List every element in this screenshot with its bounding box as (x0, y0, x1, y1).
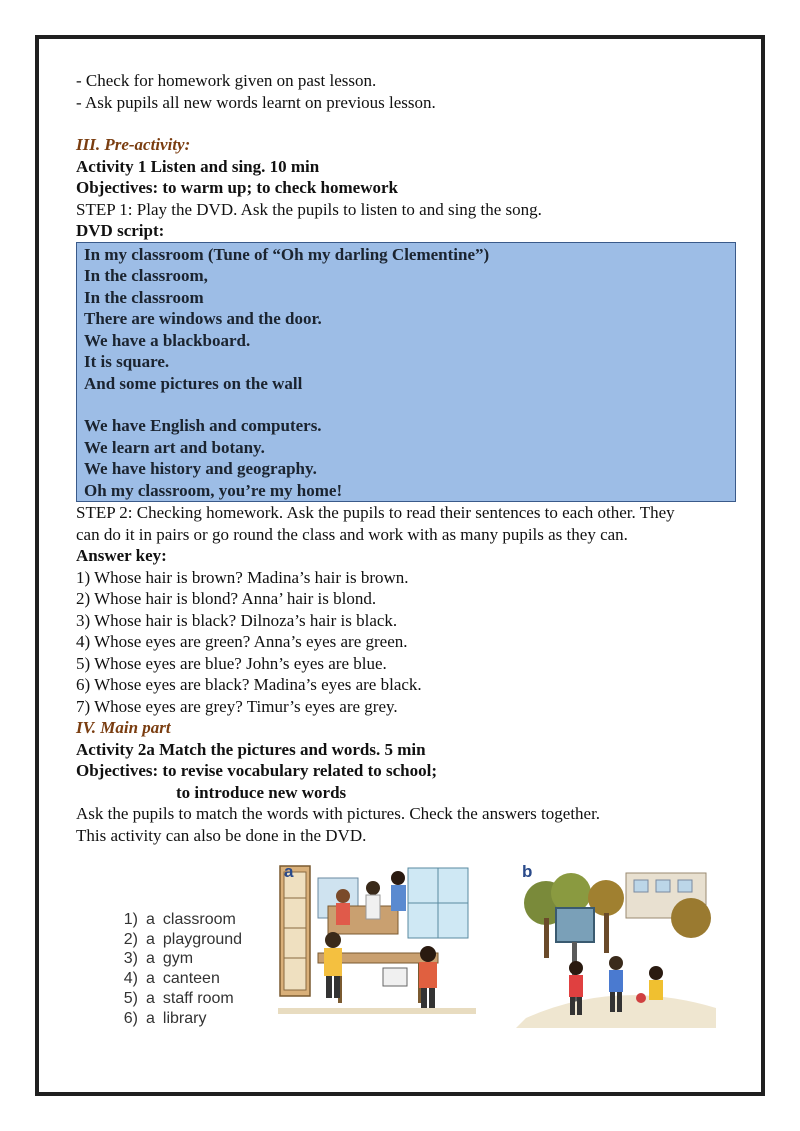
dvd-script-label: DVD script: (76, 221, 165, 240)
classroom-illustration (278, 858, 476, 1028)
activity-2a-objectives: to introduce new words (176, 782, 347, 802)
matching-exercise (76, 852, 756, 1032)
word-list-item: 2) a playground (123, 930, 243, 948)
answer-item: 7) Whose eyes are grey? Timur’s eyes are grey. (76, 696, 398, 716)
picture-b-label: b (522, 862, 533, 881)
picture-a-label: a (284, 862, 294, 881)
script-line: It is square. (84, 352, 170, 371)
word-list-item: 5) a staff room (123, 989, 234, 1007)
script-line: We learn art and botany. (84, 437, 265, 457)
playground-illustration (516, 858, 716, 1028)
answer-item: 4) Whose eyes are green? Anna’s eyes are green. (76, 632, 408, 651)
answer-item: 5) Whose eyes are blue? John’s eyes are blue. (76, 653, 387, 673)
activity-1-title: Activity 1 Listen and sing. 10 min (76, 156, 320, 176)
script-line: In the classroom (84, 287, 204, 307)
step-1-text: STEP 1: Play the DVD. Ask the pupils to listen to and sing the song. (76, 199, 542, 219)
word-list-item: 3) a gym (123, 950, 194, 968)
intro-line: - Ask pupils all new words learnt on previous lesson. (76, 92, 436, 112)
activity-2a-title: Activity 2a Match the pictures and words. 5 min (76, 739, 426, 759)
word-list (112, 910, 242, 1028)
answer-key-label: Answer key: (76, 546, 167, 565)
step-2-text: STEP 2: Checking homework. Ask the pupils to read their sentences to each other. They (76, 503, 675, 522)
answer-item: 3) Whose hair is black? Dilnoza’s hair is black. (76, 610, 398, 630)
activity-2a-instruction: Ask the pupils to match the words with pictures. Check the answers together. (76, 804, 601, 823)
answer-item: 2) Whose hair is blond? Anna’ hair is blond. (76, 589, 377, 608)
activity-2a-objectives: Objectives: to revise vocabulary related to school; (76, 761, 438, 780)
script-blank-line (84, 394, 735, 415)
section-heading-pre-activity: III. Pre-activity: (76, 135, 191, 154)
activity-1-objectives: Objectives: to warm up; to check homework (76, 178, 398, 197)
script-line: In my classroom (Tune of “Oh my darling Clementine”) (84, 244, 490, 264)
intro-line: - Check for homework given on past lesson. (76, 71, 377, 90)
script-line: There are windows and the door. (84, 309, 322, 328)
answer-item: 1) Whose hair is brown? Madina’s hair is brown. (76, 567, 409, 587)
lesson-text (76, 70, 756, 846)
step-2-text: can do it in pairs or go round the class and work with as many pupils as they can. (76, 524, 628, 544)
script-line: Oh my classroom, you’re my home! (84, 480, 343, 500)
section-heading-main-part: IV. Main part (76, 718, 171, 737)
script-line: We have a blackboard. (84, 330, 251, 350)
dvd-script-box (76, 242, 736, 503)
activity-2a-instruction: This activity can also be done in the DVD. (76, 825, 367, 845)
script-line: And some pictures on the wall (84, 373, 303, 393)
script-line: In the classroom, (84, 266, 208, 285)
word-list-item: 4) a canteen (123, 970, 220, 988)
word-list-item: 1) a classroom (123, 911, 236, 928)
answer-item: 6) Whose eyes are black? Madina’s eyes are black. (76, 675, 422, 694)
script-line: We have English and computers. (84, 416, 322, 435)
word-list-item: 6) a library (123, 1009, 207, 1027)
script-line: We have history and geography. (84, 459, 317, 478)
